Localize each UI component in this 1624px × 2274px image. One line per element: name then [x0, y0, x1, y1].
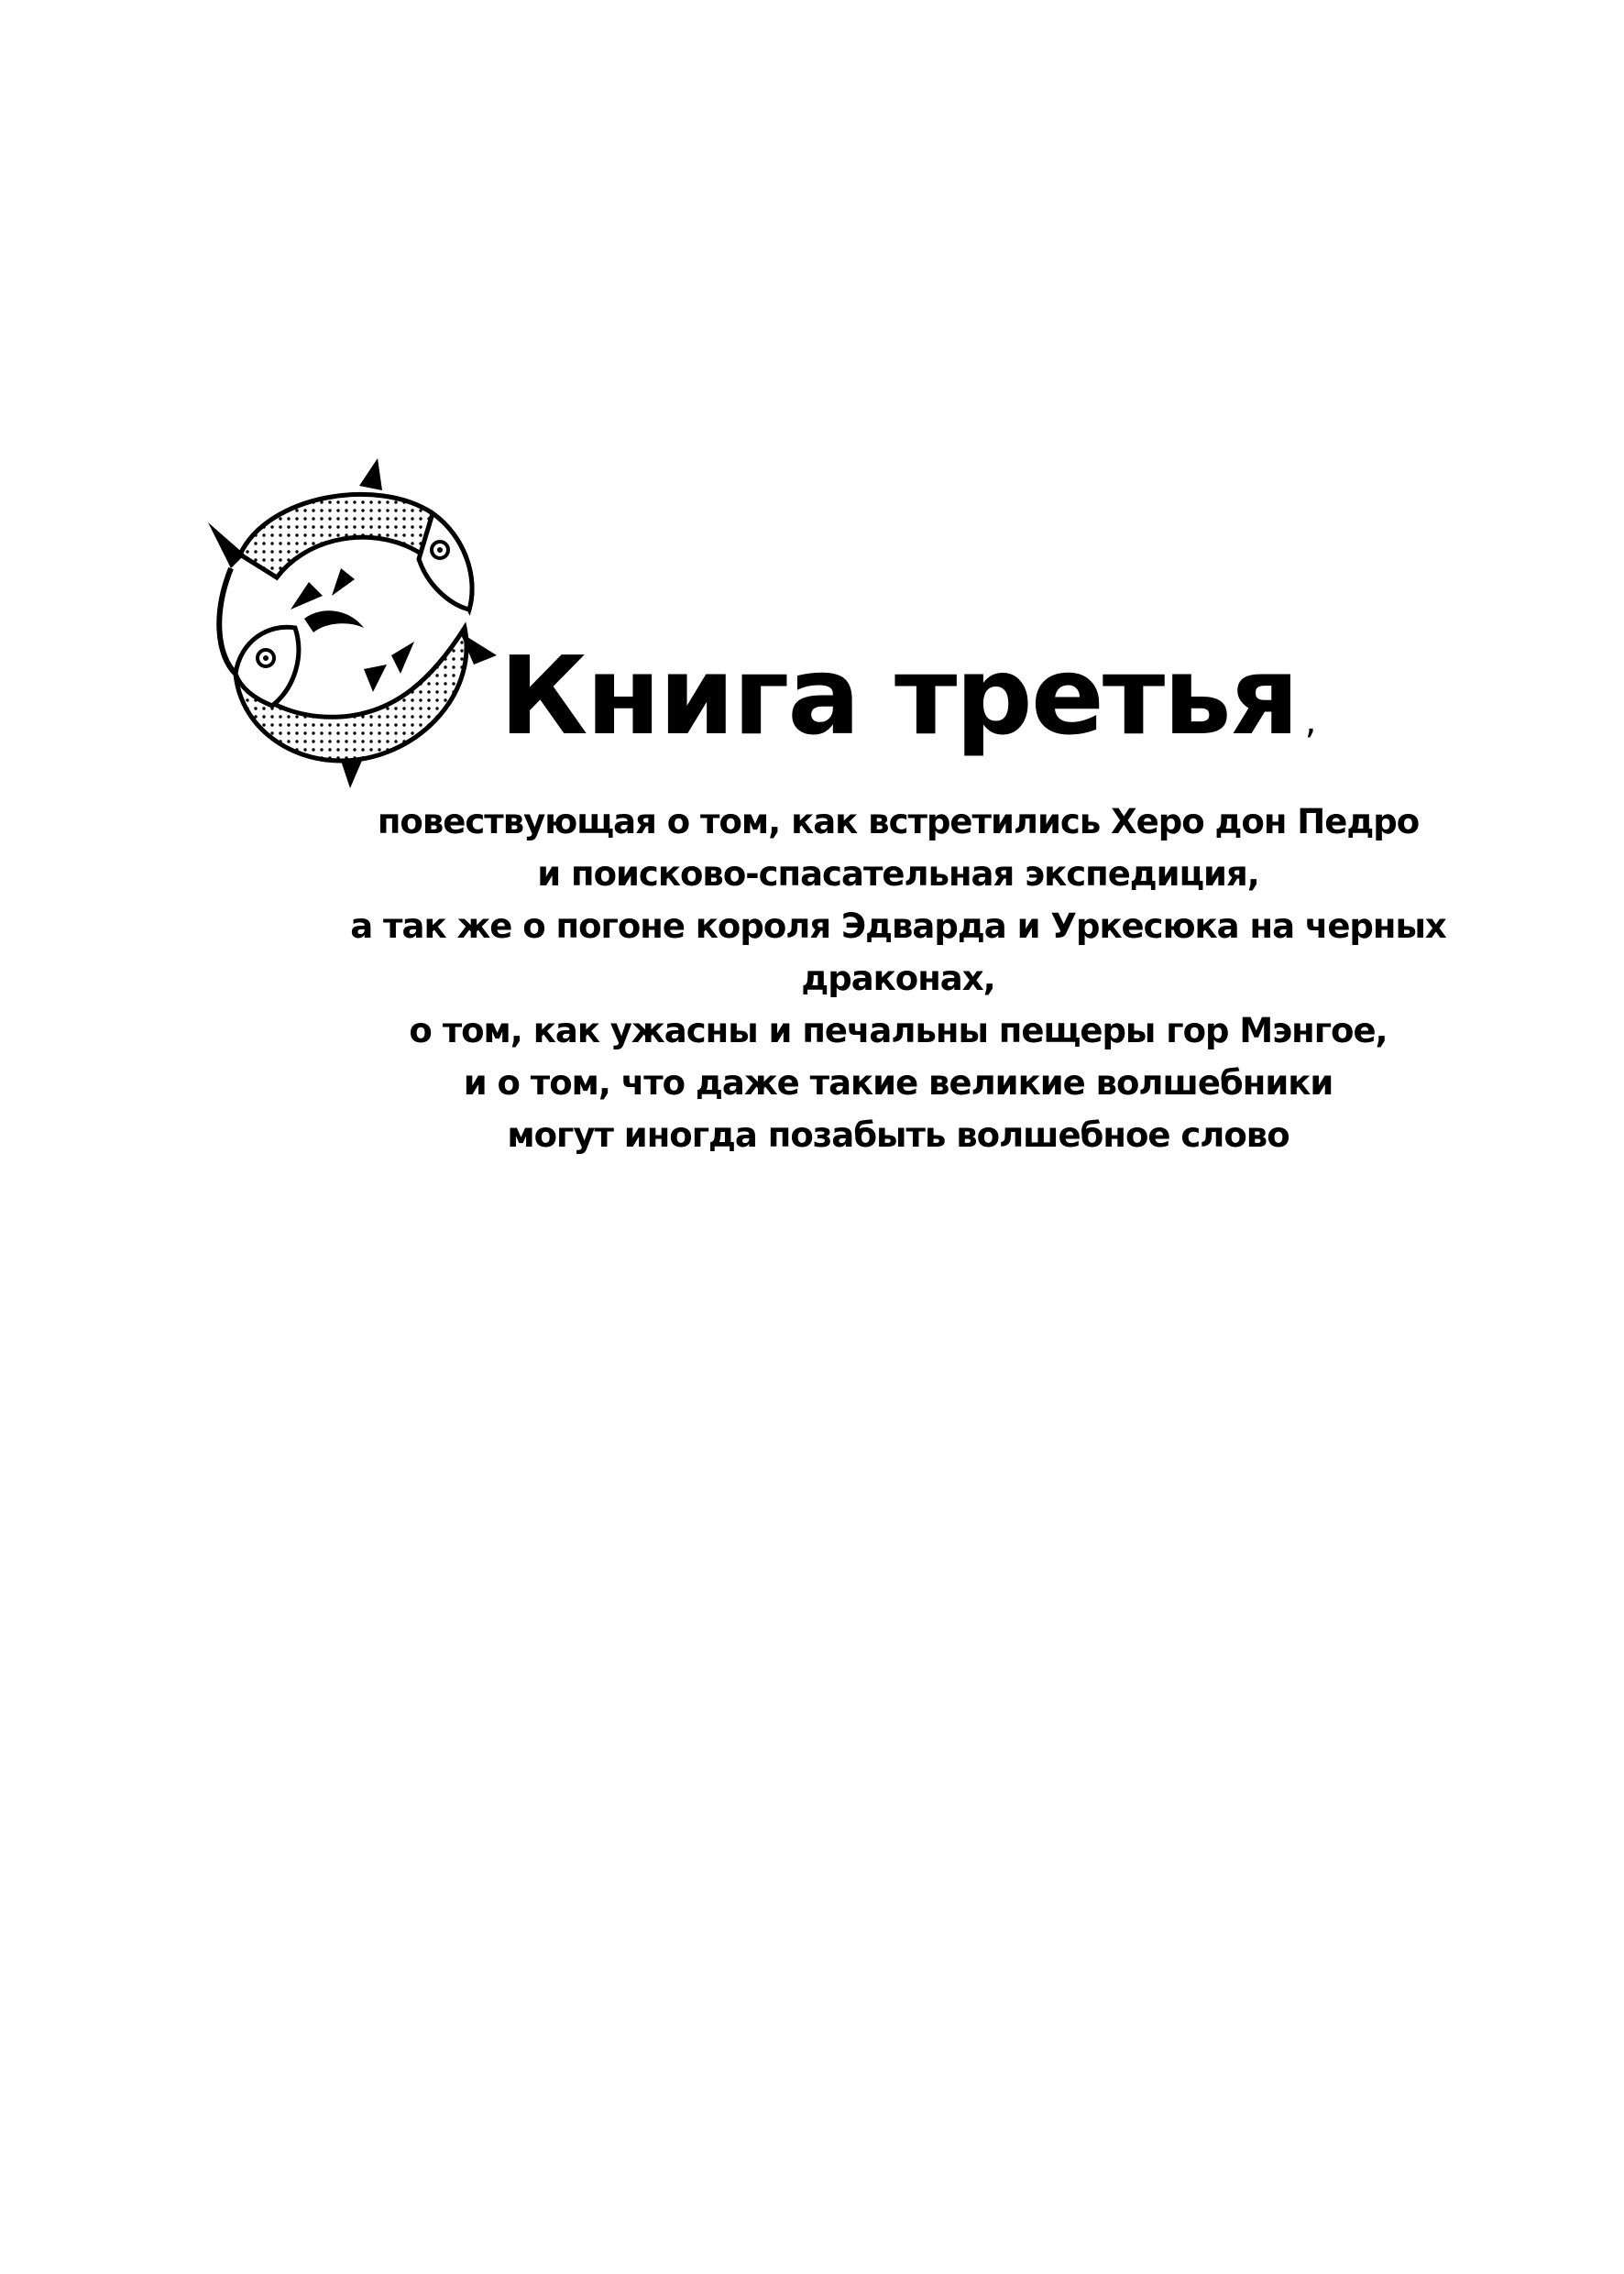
subtitle-line: о том, как ужасны и печальны пещеры гор Мэнгое,: [409, 1011, 1388, 1050]
subtitle-line: драконах,: [801, 959, 995, 998]
title-comma: ,: [1304, 700, 1317, 742]
subtitle-line: повествующая о том, как встретились Херо дон Педро: [377, 802, 1420, 841]
subtitle-line: и поисково-спасательная экспедиция,: [537, 854, 1259, 894]
subtitle-line: и о том, что даже такие великие волшебники: [463, 1063, 1333, 1103]
subtitle-block: [238, 796, 1558, 1161]
subtitle-line: могут иногда позабыть волшебное слово: [507, 1115, 1289, 1155]
two-fish-circle-icon: [203, 458, 506, 788]
subtitle-line: а так же о погоне короля Эдварда и Уркесюка на черных: [350, 906, 1446, 946]
title-line: [499, 632, 1317, 759]
book-title: Книга третья: [499, 632, 1298, 759]
